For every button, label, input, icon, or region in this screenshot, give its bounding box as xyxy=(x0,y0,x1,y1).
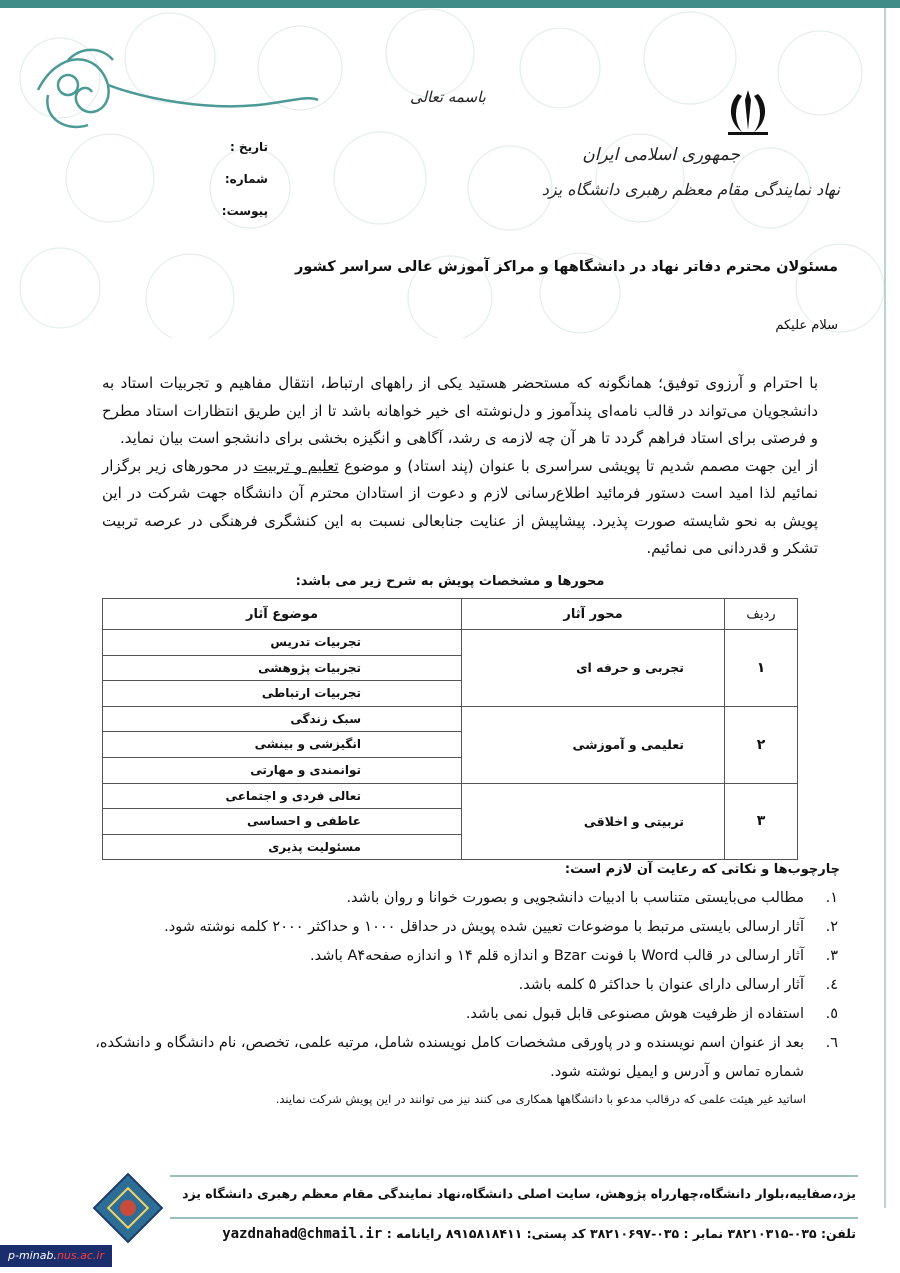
number-label: شماره: xyxy=(224,172,268,186)
subject-item: توانمندی و مهارتی xyxy=(250,762,361,777)
subject-item: تعالی فردی و اجتماعی xyxy=(103,784,461,810)
list-item: ٤. آثار ارسالی دارای عنوان با حداکثر ۵ کلمه باشد. xyxy=(518,977,838,993)
underlined-topic: تعلیم و تربیت xyxy=(253,456,339,475)
subject-item: تجربیات ارتباطی xyxy=(261,686,361,701)
subject-item: سبک زندگی xyxy=(103,707,461,733)
list-item: ۱. مطالب می‌بایستی متناسب با ادبیات دانشجویی و بصورت خوانا و روان باشد. xyxy=(346,890,838,906)
rules-list xyxy=(90,884,838,1087)
row-number: ۳ xyxy=(725,783,798,860)
subject-item: تجربیات تدریس xyxy=(103,630,461,656)
table-row xyxy=(103,783,798,860)
date-label: تاریخ : xyxy=(229,140,268,154)
subject-item: انگیزشی و بینشی xyxy=(103,732,461,758)
country-name: جمهوری اسلامی ایران xyxy=(582,145,740,165)
footer-address: یزد،صفاییه،بلوار دانشگاه،چهارراه پژوهش، سایت اصلی دانشگاه،نهاد نمایندگی مقام معظم رهبری دانشگاه یزد xyxy=(182,1186,856,1201)
subject-item: تجربیات پژوهشی xyxy=(103,656,461,682)
header-radif: ردیف xyxy=(725,599,798,630)
footer-phones: تلفن: ۰۳۵-۳۸۲۱۰۳۱۵ نمابر : ۰۳۵-۳۸۲۱۰۶۹۷ کد پستی: ۸۹۱۵۸۱۸۴۱۱ رایانامه : xyxy=(386,1226,856,1241)
attachment-label: پیوست: xyxy=(221,204,268,218)
subject-item: مسئولیت پذیری xyxy=(268,839,361,854)
table-row xyxy=(103,706,798,783)
row-axis: تعلیمی و آموزشی xyxy=(462,706,725,783)
subject-item: عاطفی و احساسی xyxy=(103,809,461,835)
footer-tile-icon xyxy=(90,1170,166,1246)
header-mehvar: محور آثار xyxy=(462,599,725,630)
iran-emblem-icon xyxy=(722,86,774,138)
list-item: ۳. آثار ارسالی در قالب Word با فونت Bzar و اندازه قلم ۱۴ و اندازه صفحهA۴ باشد. xyxy=(310,948,838,964)
axes-table xyxy=(102,598,798,860)
row-number: ۱ xyxy=(725,630,798,707)
site-badge[interactable]: p-minab.nus.ac.ir xyxy=(0,1245,112,1267)
ornament-icon xyxy=(28,40,328,135)
top-color-bar xyxy=(0,0,900,8)
greeting: سلام علیکم xyxy=(775,318,838,333)
bismillah: باسمه تعالی xyxy=(410,88,486,106)
table-header-row xyxy=(103,599,798,630)
list-item: ٥. استفاده از ظرفیت هوش مصنوعی قابل قبول نمی باشد. xyxy=(465,1006,838,1022)
frame-line xyxy=(884,8,886,1208)
header-subject: موضوع آثار xyxy=(103,599,462,630)
list-item: ٦. بعد از عنوان اسم نویسنده و در پاورقی مشخصات کامل نویسنده شامل، مرتبه علمی، تخصص، نام دانشگاه و دانشکده، شماره تماس و آدرس و ایمیل نوشته شود. xyxy=(95,1035,838,1080)
footnote: اساتید غیر هیئت علمی که درقالب مدعو با دانشگاهها همکاری می کنند نیز می توانند در این پویش شرکت نمایند. xyxy=(275,1092,806,1106)
letter-body xyxy=(102,370,818,563)
row-number: ۲ xyxy=(725,706,798,783)
office-name: نهاد نمایندگی مقام معظم رهبری دانشگاه یزد xyxy=(541,180,840,199)
footer-email[interactable]: yazdnahad@chmail.ir xyxy=(222,1226,383,1242)
paragraph-1: با احترام و آرزوی توفیق؛ همانگونه که مستحضر هستید یکی از راههای ارتباط، انتقال مفاهیم و تجربیات استاد به دانشجویان می‌تواند در قالب نامه‌ای پندآموز و دل‌نوشته ای خیر خواهانه باشد تا از این طریق انتظارات استاد مطرح و فرصتی برای استاد فراهم گردد تا هر آن چه لازمه ی رشد، آگاهی و انگیزه بخشی برای دانشجو است بیان نماید. xyxy=(102,374,818,447)
row-axis: تربیتی و اخلاقی xyxy=(462,783,725,860)
table-caption: محورها و مشخصات پویش به شرح زیر می باشد: xyxy=(295,574,605,589)
rules-title: چارچوب‌ها و نکاتی که رعایت آن لازم است: xyxy=(564,862,840,877)
paragraph-2: از این جهت مصمم شدیم تا پویشی سراسری با عنوان (پند استاد) و موضوع تعلیم و تربیت در محورهای زیر برگزار نمائیم لذا امید است دستور فرمائید اطلاع‌رسانی لازم و دعوت از استادان محترم آن دانشگاه جهت شرکت در این پویش به نحو شایسته صورت پذیرد. پیشاپیش از عنایت جنابعالی نسبت به این کنشگری فرهنگی در عرصه تربیت تشکر و قدردانی می نمائیم. xyxy=(102,456,818,557)
row-axis: تجربی و حرفه ای xyxy=(462,630,725,707)
footer-contact xyxy=(222,1226,856,1242)
table-row xyxy=(103,630,798,707)
addressee: مسئولان محترم دفاتر نهاد در دانشگاهها و مراکز آموزش عالی سراسر کشور xyxy=(295,259,838,275)
list-item: ۲. آثار ارسالی بایستی مرتبط با موضوعات تعیین شده پویش در حداقل ۱۰۰۰ و حداکثر ۲۰۰۰ کلمه نوشته شود. xyxy=(164,919,838,935)
